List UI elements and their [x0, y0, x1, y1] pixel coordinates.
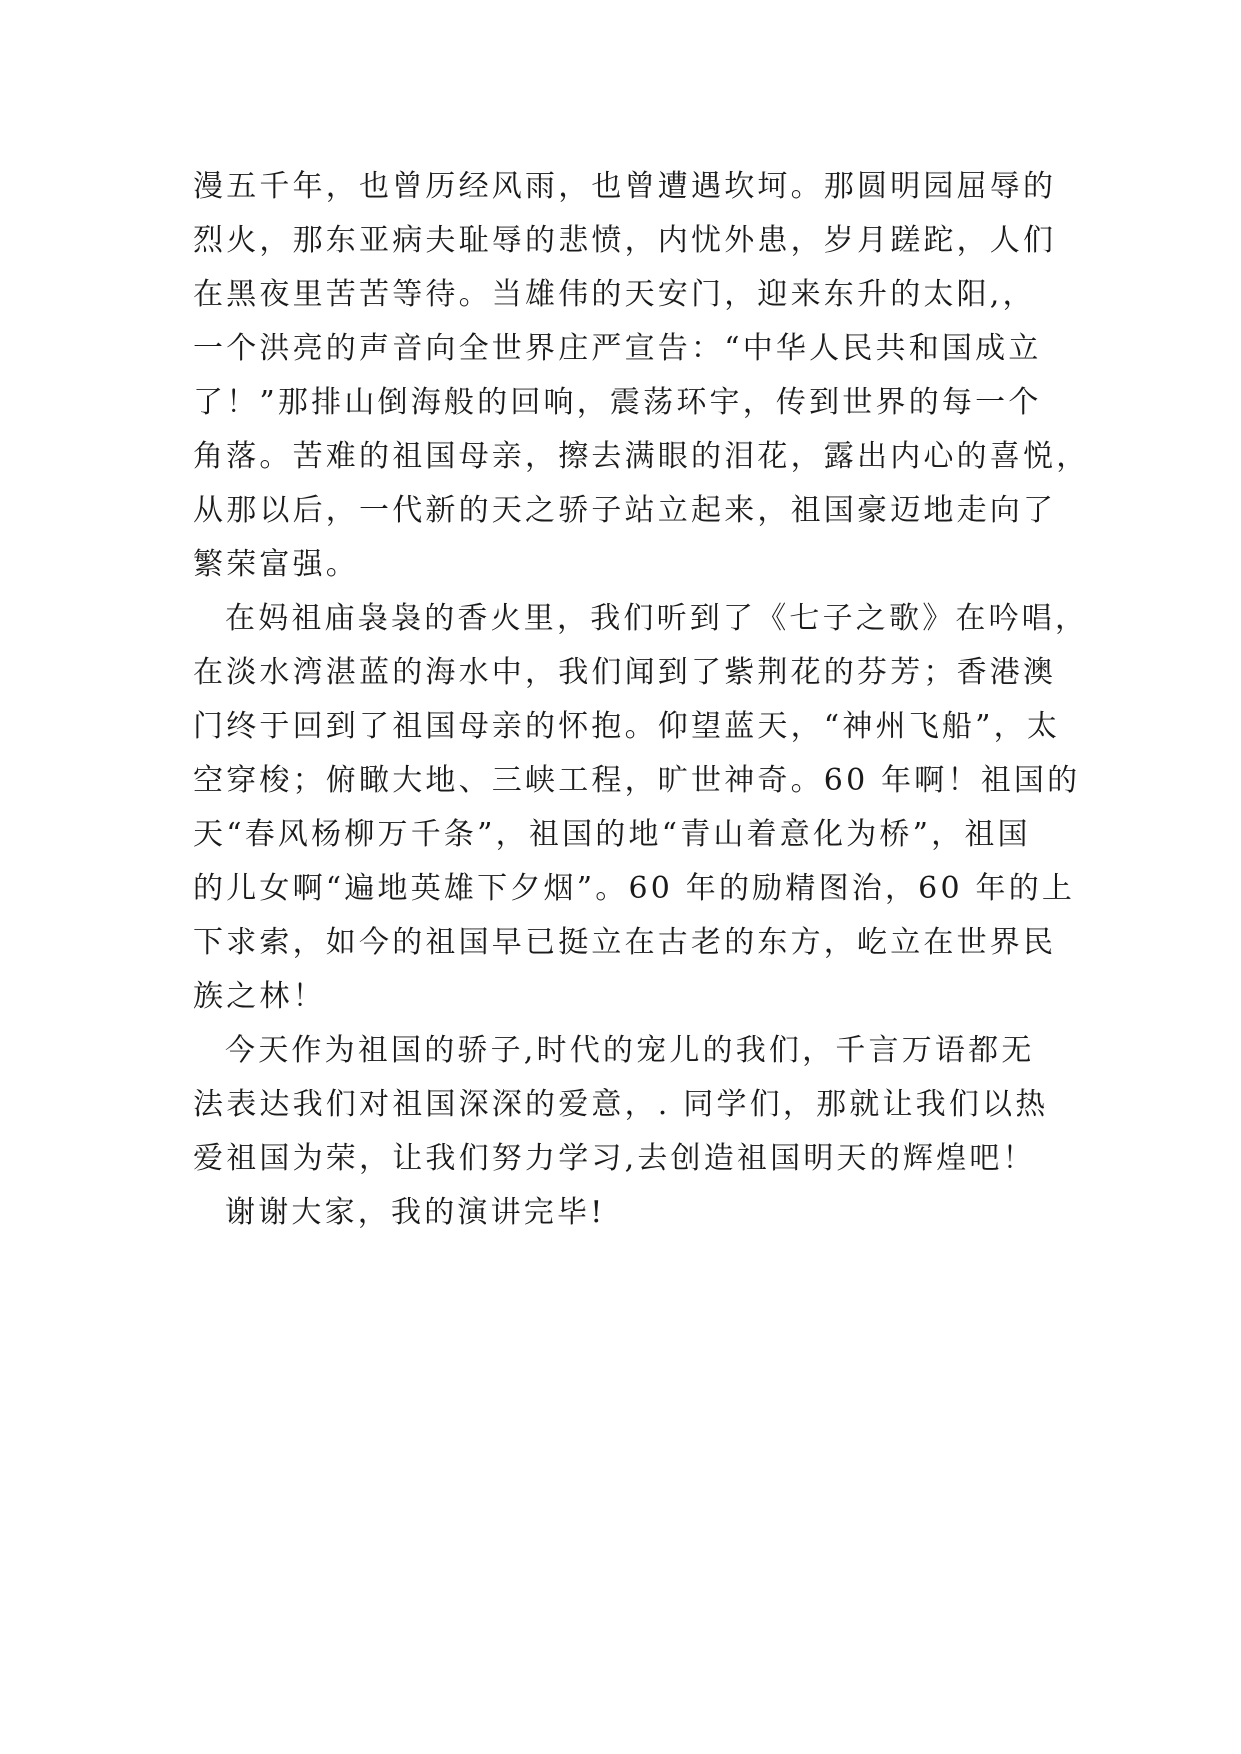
text-line: 一个洪亮的声音向全世界庄严宣告：“中华人民共和国成立: [193, 331, 1042, 366]
text-line: 门终于回到了祖国母亲的怀抱。仰望蓝天，“神州飞船”，太: [193, 709, 1061, 744]
text-line: 法表达我们对祖国深深的爱意，. 同学们，那就让我们以热: [193, 1087, 1049, 1122]
text-line: 爱祖国为荣，让我们努力学习,去创造祖国明天的辉煌吧！: [193, 1141, 1036, 1176]
text-line: 从那以后，一代新的天之骄子站立起来，祖国豪迈地走向了: [193, 493, 1057, 528]
text-line: 下求索，如今的祖国早已挺立在古老的东方，屹立在世界民: [193, 925, 1057, 960]
text-line: 天“春风杨柳万千条”，祖国的地“青山着意化为桥”，祖国: [193, 817, 1031, 852]
paragraph-start-line: 今天作为祖国的骄子,时代的宠儿的我们，千言万语都无: [225, 1033, 1035, 1068]
text-line: 角落。苦难的祖国母亲，擦去满眼的泪花，露出内心的喜悦，: [193, 439, 1090, 474]
text-line: 了！”那排山倒海般的回响，震荡环宇，传到世界的每一个: [193, 385, 1042, 420]
text-line: 的儿女啊“遍地英雄下夕烟”。60 年的励精图治，60 年的上: [193, 871, 1076, 906]
text-line: 漫五千年，也曾历经风雨，也曾遭遇坎坷。那圆明园屈辱的: [193, 169, 1057, 204]
closing-line: 谢谢大家，我的演讲完毕!: [225, 1195, 606, 1230]
paragraph-start-line: 在妈祖庙袅袅的香火里，我们听到了《七子之歌》在吟唱，: [225, 601, 1089, 636]
text-line: 在淡水湾湛蓝的海水中，我们闻到了紫荆花的芬芳；香港澳: [193, 655, 1057, 690]
text-line: 在黑夜里苦苦等待。当雄伟的天安门，迎来东升的太阳,，: [193, 277, 1036, 312]
text-line: 族之林！: [193, 979, 326, 1014]
text-line: 空穿梭；俯瞰大地、三峡工程，旷世神奇。60 年啊！祖国的: [193, 763, 1081, 798]
text-line: 繁荣富强。: [193, 547, 359, 582]
text-line: 烈火，那东亚病夫耻辱的悲愤，内忧外患，岁月蹉跎，人们: [193, 223, 1057, 258]
